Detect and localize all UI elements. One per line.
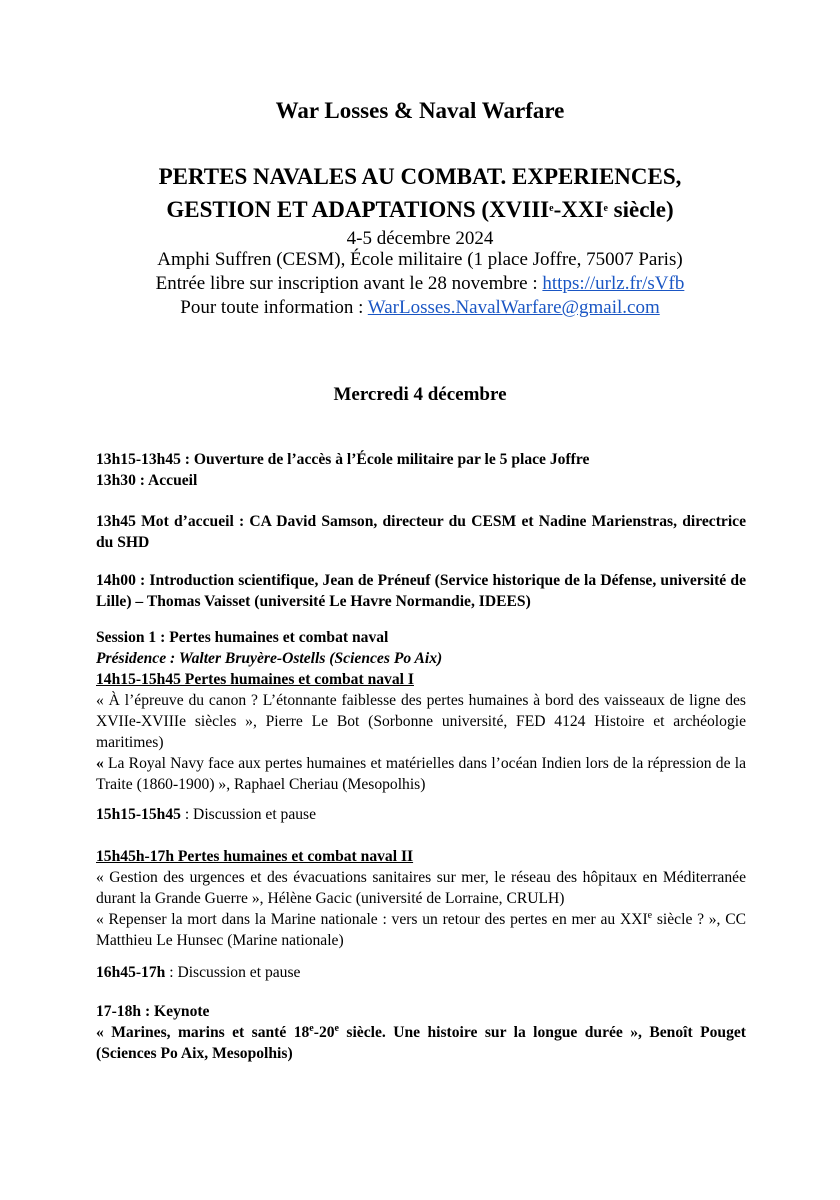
superscript: e [334, 1023, 339, 1034]
opening-line: 13h15-13h45 : Ouverture de l’accès à l’École militaire par le 5 place Joffre [96, 451, 590, 468]
talk-2-quote: « [96, 755, 109, 772]
break-2-text: : Discussion et pause [165, 964, 301, 981]
title-part: GESTION ET ADAPTATIONS (XVIII [166, 197, 550, 222]
session-1-chair: Présidence : Walter Bruyère-Ostells (Sciences Po Aix) [96, 650, 443, 667]
day-heading: Mercredi 4 décembre [333, 384, 507, 405]
keynote-title: 17-18h : Keynote [96, 1003, 210, 1020]
break-1-time: 15h15-15h45 [96, 806, 181, 823]
panel-2-title: 15h45h-17h Pertes humaines et combat naval II [96, 848, 414, 865]
talk-4-part: « Repenser la mort dans la Marine nationale : vers un retour des pertes en mer au XXI [96, 911, 648, 928]
welcome-speech: 13h45 Mot d’accueil : CA David Samson, directeur du CESM et Nadine Marienstras, directrice du SHD [96, 513, 746, 551]
title-part: -XXI [553, 197, 604, 222]
contact-line [0, 296, 840, 320]
main-title: War Losses & Naval Warfare [275, 98, 565, 123]
conference-title-line2 [0, 193, 840, 226]
conference-title [0, 160, 840, 226]
keynote [96, 1001, 746, 1064]
contact-email-link[interactable]: WarLosses.NavalWarfare@gmail.com [367, 297, 660, 318]
schedule-opening [96, 449, 746, 491]
keynote-part: « Marines, marins et santé 18 [96, 1024, 310, 1041]
superscript: e [309, 1023, 314, 1034]
talk-4 [96, 909, 746, 951]
session-1 [96, 627, 746, 795]
break-2 [96, 962, 746, 983]
event-dates: 4-5 décembre 2024 [346, 228, 494, 249]
talk-4-part: siècle ? », CC Matthieu Le Hunsec (Marine nationale) [96, 911, 746, 949]
session-1-title: Session 1 : Pertes humaines et combat naval [96, 629, 389, 646]
conference-title-line1: PERTES NAVALES AU COMBAT. EXPERIENCES, [158, 164, 682, 189]
registration-line [0, 272, 840, 296]
talk-1: « À l’épreuve du canon ? L’étonnante faiblesse des pertes humaines à bord des vaisseaux de ligne des XVIIe-XVIIIe siècles », Pierre Le Bot (Sorbonne université, FED 4124 Histoire et archéologie maritimes) [96, 692, 746, 751]
registration-link[interactable]: https://urlz.fr/sVfb [542, 273, 685, 294]
keynote-part: siècle. Une histoire sur la longue durée », Benoît Pouget (Sciences Po Aix, Mesopolhis) [96, 1024, 746, 1062]
contact-text: Pour toute information : [180, 297, 368, 318]
superscript: e [647, 910, 653, 921]
scientific-introduction: 14h00 : Introduction scientifique, Jean de Préneuf (Service historique de la Défense, université de Lille) – Thomas Vaisset (université Le Havre Normandie, IDEES) [96, 572, 746, 610]
panel-1-title: 14h15-15h45 Pertes humaines et combat naval I [96, 671, 414, 688]
break-1-text: : Discussion et pause [180, 806, 317, 823]
keynote-talk [96, 1022, 746, 1064]
break-2-time: 16h45-17h [96, 964, 166, 981]
superscript: e [603, 203, 608, 214]
event-venue: Amphi Suffren (CESM), École militaire (1 place Joffre, 75007 Paris) [157, 249, 683, 270]
talk-2-text: La Royal Navy face aux pertes humaines et matérielles dans l’océan Indien lors de la répression de la Traite (1860-1900) », Raphael Cheriau (Mesopolhis) [96, 755, 746, 793]
talk-2 [96, 753, 746, 795]
superscript: e [549, 203, 554, 214]
welcome-line: 13h30 : Accueil [96, 472, 198, 489]
registration-text: Entrée libre sur inscription avant le 28 novembre : [155, 273, 543, 294]
title-part: siècle) [607, 197, 674, 222]
keynote-part: -20 [313, 1024, 335, 1041]
panel-2 [96, 846, 746, 951]
talk-3: « Gestion des urgences et des évacuations sanitaires sur mer, le réseau des hôpitaux en Méditerranée durant la Grande Guerre », Hélène Gacic (université de Lorraine, CRULH) [96, 869, 746, 907]
break-1 [96, 804, 746, 825]
